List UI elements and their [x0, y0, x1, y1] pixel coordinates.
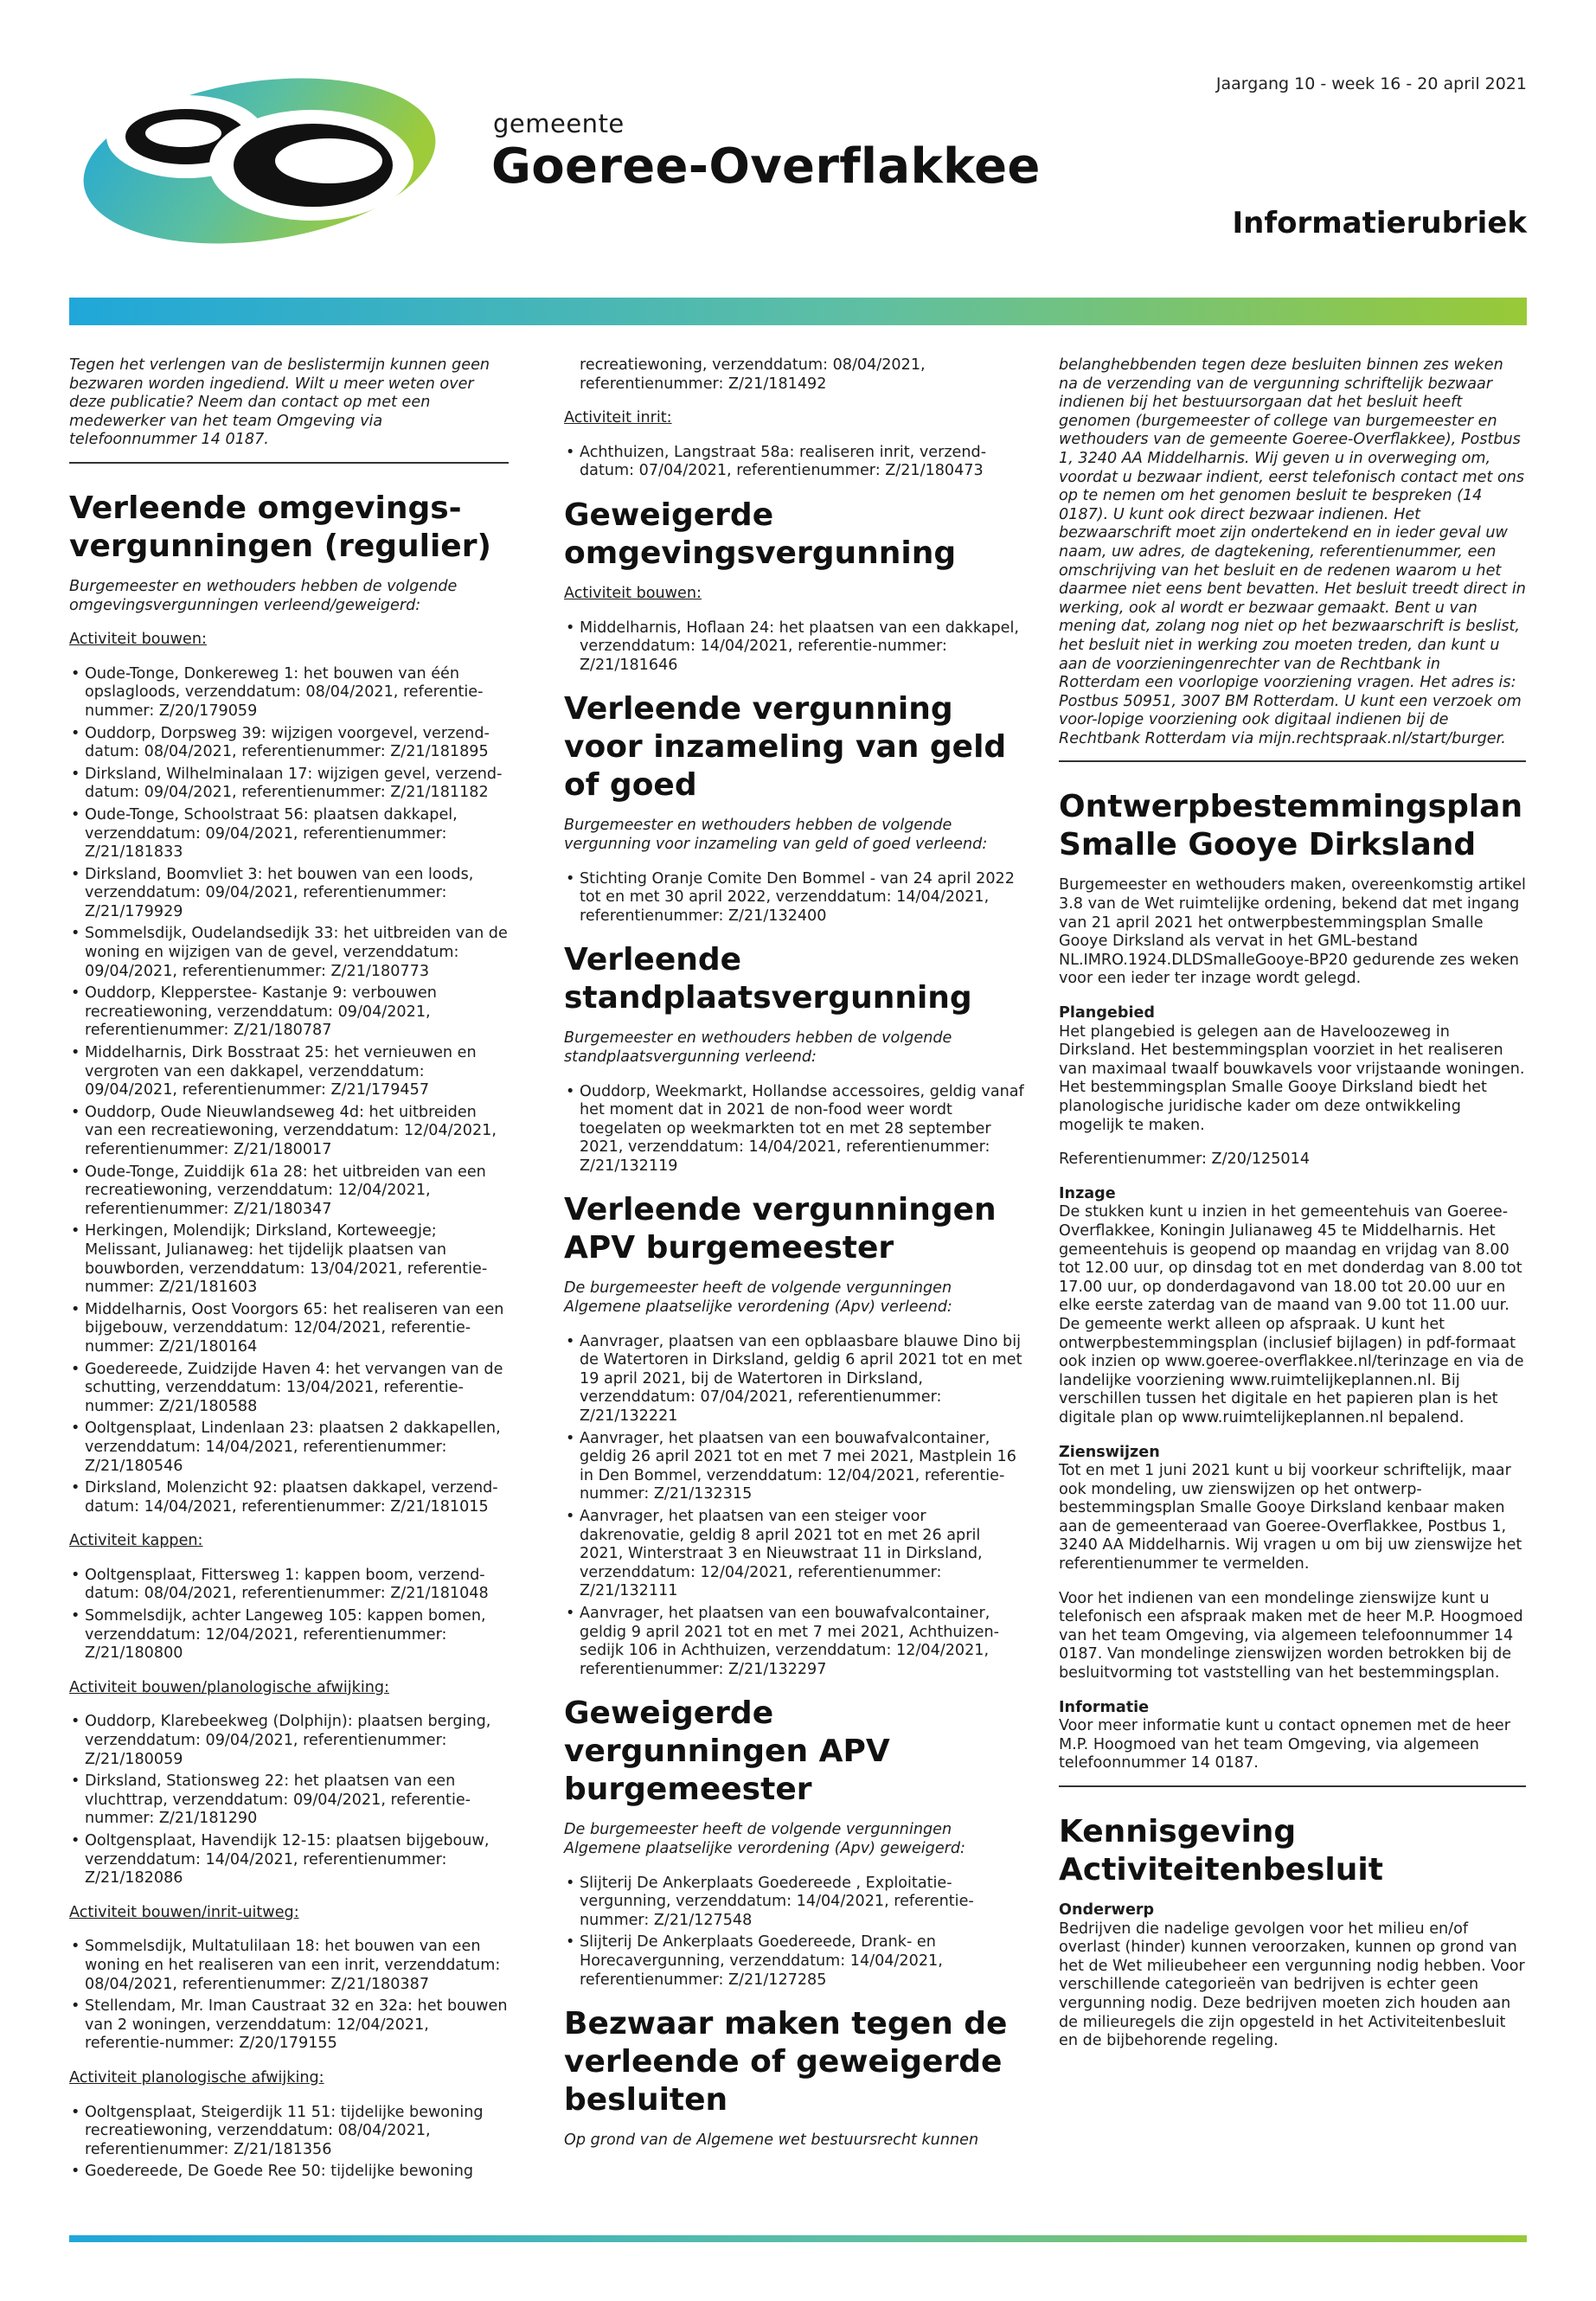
activity-group: [69, 631, 509, 1516]
list-item: • Stellendam, Mr. Iman Caustraat 32 en 32a: het bouwen van 2 woningen, verzenddatum: 12/04/2021, referentie-nummer: Z/20/179155: [69, 1997, 509, 2054]
list-item: • Dirksland, Boomvliet 3: het bouwen van een loods, verzenddatum: 09/04/2021, referentienummer: Z/21/179929: [69, 866, 509, 922]
section-heading: Geweigerde omgevingsvergunning: [564, 497, 957, 571]
activity-label: Activiteit planologische afwijking:: [69, 2068, 324, 2086]
list-item: • Middelharnis, Hoflaan 24: het plaatsen van een dakkapel, verzenddatum: 14/04/2021, referentie-nummer: Z/21/181646: [564, 619, 1024, 676]
municipality-logo: [69, 74, 450, 247]
divider: [1059, 1785, 1526, 1787]
permit-list: [564, 1875, 1024, 1990]
permit-list: [564, 1083, 1024, 1176]
divider: [1059, 760, 1526, 762]
list-item: • Ooltgensplaat, Fittersweg 1: kappen boom, verzend-datum: 08/04/2021, referentienummer: Z/21/181048: [69, 1567, 509, 1604]
list-item: • Ouddorp, Weekmarkt, Hollandse accessoires, geldig vanaf het moment dat in 2021 de non-food weer wordt toegelaten op weekmarkten tot en met 28 september 2021, verzenddatum: 14/04/2021, referentienummer: Z/21/132119: [564, 1083, 1024, 1176]
list-item: • Middelharnis, Oost Voorgors 65: het realiseren van een bijgebouw, verzenddatum: 12/04/2021, referentie-nummer: Z/21/180164: [69, 1301, 509, 1357]
list-item: • Slijterij De Ankerplaats Goedereede , Exploitatie-vergunning, verzenddatum: 14/04/2021, referentie-nummer: Z/21/127548: [564, 1875, 1024, 1931]
permit-list: [69, 2104, 509, 2182]
list-item: • Oude-Tonge, Schoolstraat 56: plaatsen dakkapel, verzenddatum: 09/04/2021, referentienummer: Z/21/181833: [69, 806, 509, 862]
list-item: • Aanvrager, het plaatsen van een bouwafvalcontainer, geldig 26 april 2021 tot en met 7 mei 2021, Mastplein 16 in Den Bommel, verzenddatum: 12/04/2021, referentie-nummer: Z/21/132315: [564, 1430, 1024, 1504]
section-heading: Bezwaar maken tegen de verleende of geweigerde besluiten: [564, 2006, 1008, 2118]
activity-group: [69, 1679, 509, 1888]
section-heading: Verleende vergunning voor inzameling van geld of goed: [564, 691, 1007, 804]
section-heading: Verleende omgevings-vergunningen (regulier): [69, 490, 491, 564]
permit-list: [69, 665, 509, 1517]
section-title: Informatierubriek: [1232, 206, 1527, 240]
activity-label: Activiteit inrit:: [564, 409, 672, 427]
section-heading: Ontwerpbestemmingsplan Smalle Gooye Dirksland: [1059, 789, 1523, 863]
list-item: • Achthuizen, Langstraat 58a: realiseren inrit, verzend-datum: 07/04/2021, referentienummer: Z/21/180473: [564, 444, 1024, 481]
section-intro: De burgemeester heeft de volgende vergunningen Algemene plaatselijke verordening (Apv) verleend:: [564, 1279, 952, 1317]
divider: [69, 462, 509, 464]
section-intro: Burgemeester en wethouders hebben de volgende vergunning voor inzameling van geld of goed verleend:: [564, 817, 988, 853]
permit-list: [564, 444, 1024, 481]
section-intro: Op grond van de Algemene wet bestuursrecht kunnen: [564, 2131, 979, 2150]
header-gradient-bar: [69, 298, 1527, 325]
list-item: • Ouddorp, Klarebeekweg (Dolphijn): plaatsen berging, verzenddatum: 09/04/2021, referentienummer: Z/21/180059: [69, 1713, 509, 1769]
activity-label: Activiteit bouwen:: [69, 631, 207, 649]
brand-name: Goeree-Overflakkee: [491, 138, 1041, 195]
permit-list: [69, 1713, 509, 1888]
edition-info: Jaargang 10 - week 16 - 20 april 2021: [1215, 74, 1527, 93]
footer-gradient-bar: [69, 2235, 1527, 2242]
activity-group: [69, 1532, 509, 1663]
paragraph: Bedrijven die nadelige gevolgen voor het milieu en/of overlast (hinder) kunnen veroorzaken, kunnen op grond van het de Wet milieubeheer een vergunning nodig hebben. Voor verschillende categorieën van bedrijven is echter geen vergunning nodig. Deze bedrijven moeten zich houden aan de milieuregels die zijn opgesteld in het Activiteitenbesluit en de bijbehorende regeling.: [1059, 1920, 1525, 2050]
list-item: • Goedereede, Zuidzijde Haven 4: het vervangen van de schutting, verzenddatum: 13/04/2021, referentie-nummer: Z/21/180588: [69, 1361, 509, 1417]
section-heading: Kennisgeving Activiteitenbesluit: [1059, 1814, 1383, 1888]
permit-list: [564, 1333, 1024, 1680]
list-item: • Ooltgensplaat, Lindenlaan 23: plaatsen 2 dakkapellen, verzenddatum: 14/04/2021, referentienummer: Z/21/180546: [69, 1420, 509, 1476]
list-item: • Dirksland, Wilhelminalaan 17: wijzigen gevel, verzend-datum: 09/04/2021, referentienummer: Z/21/181182: [69, 766, 509, 803]
list-item: • Middelharnis, Dirk Bosstraat 25: het vernieuwen en vergroten van een dakkapel, verzenddatum: 09/04/2021, referentienummer: Z/21/179457: [69, 1044, 509, 1100]
paragraph: Voor meer informatie kunt u contact opnemen met de heer M.P. Hoogmoed van het team Omgeving, via algemeen telefoonnummer 14 0187.: [1059, 1717, 1510, 1772]
list-item: • Ouddorp, Dorpsweg 39: wijzigen voorgevel, verzend-datum: 08/04/2021, referentienummer: Z/21/181895: [69, 725, 509, 762]
intro-note: Tegen het verlengen van de beslistermijn kunnen geen bezwaren worden ingediend. Wilt u meer weten over deze publicatie? Neem dan contact op met een medewerker van het team Omgeving via telefoonnummer 14 0187.: [69, 356, 490, 449]
subheading: Informatie: [1059, 1698, 1150, 1716]
section-heading: Verleende standplaatsvergunning: [564, 942, 972, 1016]
subheading: Onderwerp: [1059, 1901, 1155, 1919]
permit-list: [69, 1938, 509, 2054]
section-heading: Verleende vergunningen APV burgemeester: [564, 1192, 997, 1266]
list-item: • Sommelsdijk, achter Langeweg 105: kappen bomen, verzenddatum: 12/04/2021, referentienummer: Z/21/180800: [69, 1607, 509, 1663]
permit-list: [564, 619, 1024, 676]
activity-group: [69, 2069, 509, 2182]
paragraph: Het plangebied is gelegen aan de Haveloozeweg in Dirksland. Het bestemmingsplan voorziet in het realiseren van maximaal twaalf bouwkavels voor vrijstaande woningen. Het bestemmingsplan Smalle Gooye Dirksland biedt het planologische juridische kader om deze ontwikkeling mogelijk te maken.: [1059, 1022, 1525, 1134]
list-item: • Dirksland, Stationsweg 22: het plaatsen van een vluchttrap, verzenddatum: 09/04/2021, referentie-nummer: Z/21/181290: [69, 1772, 509, 1829]
section-intro: Burgemeester en wethouders maken, overeenkomstig artikel 3.8 van de Wet ruimtelijke ordening, bekend dat met ingang van 21 april 2021 het ontwerpbestemmingsplan Smalle Gooye Dirksland als vervat in het GML-bestand NL.IMRO.1924.DLDSmalleGooye-BP20 gedurende zes weken voor een ieder ter inzage wordt gelegd.: [1059, 876, 1526, 988]
list-item: • Sommelsdijk, Oudelandsedijk 33: het uitbreiden van de woning en wijzigen van de gevel, verzenddatum: 09/04/2021, referentienummer: Z/21/180773: [69, 925, 509, 981]
column-3: [1059, 356, 1526, 2067]
reference-number: Referentienummer: Z/20/125014: [1059, 1150, 1311, 1169]
list-item: • Oude-Tonge, Zuiddijk 61a 28: het uitbreiden van een recreatiewoning, verzenddatum: 12/04/2021, referentienummer: Z/21/180347: [69, 1163, 509, 1220]
masthead: [0, 0, 1596, 329]
subheading: Zienswijzen: [1059, 1443, 1160, 1461]
list-item: • Aanvrager, het plaatsen van een bouwafvalcontainer, geldig 9 april 2021 tot en met 7 mei 2021, Achthuizen-sedijk 106 in Achthuizen, verzenddatum: 12/04/2021, referentienummer: Z/21/132297: [564, 1605, 1024, 1679]
list-item: • Ouddorp, Oude Nieuwlandseweg 4d: het uitbreiden van een recreatiewoning, verzenddatum: 12/04/2021, referentienummer: Z/21/180017: [69, 1104, 509, 1160]
objection-text: belanghebbenden tegen deze besluiten binnen zes weken na de verzending van de vergunning schriftelijk bezwaar indienen bij het bestuursorgaan dat het besluit heeft genomen (burgemeester of college van burgemeester en wethouders van de gemeente Goeree-Overflakkee), Postbus 1, 3240 AA Middelharnis. Wij geven u in overweging om, voordat u bezwaar indient, eerst telefonisch contact met ons op te nemen om het genomen besluit te bespreken (14 0187). U kunt ook direct bezwaar indienen. Het bezwaarschrift moet zijn ondertekend en in ieder geval uw naam, uw adres, de dagtekening, referentienummer, een omschrijving van het besluit en de redenen waarom u het daarmee niet eens bent bevatten. Het besluit treedt direct in werking, ook al wordt er bezwaar gemaakt. Bent u van mening dat, zolang nog niet op het bezwaarschrift is beslist, het besluit niet in werking zou moeten treden, dan kunt u aan de voorzieningenrechter van de Rechtbank in Rotterdam een voorlopige voorziening vragen. Het adres is: Postbus 50951, 3007 BM Rotterdam. U kunt een verzoek om voor-lopige voorziening ook digitaal indienen bij de Rechtbank Rotterdam via mijn.rechtspraak.nl/start/burger.: [1059, 356, 1526, 747]
section-intro: Burgemeester en wethouders hebben de volgende omgevingsvergunningen verleend/geweigerd:: [69, 577, 458, 614]
activity-label: Activiteit kappen:: [69, 1532, 203, 1550]
list-item: • Goedereede, De Goede Ree 50: tijdelijke bewoning: [69, 2163, 509, 2182]
paragraph: Voor het indienen van een mondelinge zienswijze kunt u telefonisch een afspraak maken met de heer M.P. Hoogmoed van het team Omgeving, via algemeen telefoonnummer 14 0187. Van mondelinge zienswijzen worden betrokken bij de besluitvorming tot vaststelling van het bestemmingsplan.: [1059, 1589, 1523, 1682]
continued-text: recreatiewoning, verzenddatum: 08/04/2021, referentienummer: Z/21/181492: [580, 356, 926, 393]
brand-prefix: gemeente: [493, 109, 625, 138]
activity-group: [69, 1904, 509, 2054]
section-intro: Burgemeester en wethouders hebben de volgende standplaatsvergunning verleend:: [564, 1029, 952, 1066]
activity-label: Activiteit bouwen:: [564, 584, 702, 602]
list-item: • Slijterij De Ankerplaats Goedereede, Drank- en Horecavergunning, verzenddatum: 14/04/2021, referentienummer: Z/21/127285: [564, 1933, 1024, 1990]
list-item: • Ooltgensplaat, Steigerdijk 11 51: tijdelijke bewoning recreatiewoning, verzenddatum: 08/04/2021, referentienummer: Z/21/181356: [69, 2104, 509, 2160]
list-item: • Aanvrager, het plaatsen van een steiger voor dakrenovatie, geldig 8 april 2021 tot en met 26 april 2021, Winterstraat 3 en Nieuwstraat 11 in Dirksland, verzenddatum: 12/04/2021, referentienummer: Z/21/132111: [564, 1508, 1024, 1601]
activity-label: Activiteit bouwen/planologische afwijking:: [69, 1678, 389, 1696]
list-item: • Oude-Tonge, Donkereweg 1: het bouwen van één opslagloods, verzenddatum: 08/04/2021, referentie-nummer: Z/20/179059: [69, 665, 509, 721]
list-item: • Aanvrager, plaatsen van een opblaasbare blauwe Dino bij de Watertoren in Dirksland, geldig 6 april 2021 tot en met 19 april 2021, bij de Watertoren in Dirksland, verzenddatum: 07/04/2021, referentienummer: Z/21/132221: [564, 1333, 1024, 1426]
paragraph: Tot en met 1 juni 2021 kunt u bij voorkeur schriftelijk, maar ook mondeling, uw zienswijzen op het ontwerp-bestemmingsplan Smalle Gooye Dirksland kenbaar maken aan de gemeenteraad van Goeree-Overflakkee, Postbus 1, 3240 AA Middelharnis. Wij vragen u om bij uw zienswijze het referentienummer te vermelden.: [1059, 1462, 1522, 1574]
list-item: • Ouddorp, Klepperstee- Kastanje 9: verbouwen recreatiewoning, verzenddatum: 09/04/2021, referentienummer: Z/21/180787: [69, 984, 509, 1041]
subheading: Inzage: [1059, 1184, 1116, 1202]
permit-list: [69, 1567, 509, 1663]
list-item: • Sommelsdijk, Multatulilaan 18: het bouwen van een woning en het realiseren van een inrit, verzenddatum: 08/04/2021, referentienummer: Z/21/180387: [69, 1938, 509, 1994]
list-item: • Herkingen, Molendijk; Dirksland, Korteweegje; Melissant, Julianaweg: het tijdelijk plaatsen van bouwborden, verzenddatum: 13/04/2021, referentie-nummer: Z/21/181603: [69, 1222, 509, 1297]
column-1: [69, 356, 509, 2197]
list-item: • Dirksland, Molenzicht 92: plaatsen dakkapel, verzend-datum: 14/04/2021, referentienummer: Z/21/181015: [69, 1479, 509, 1516]
section-heading: Geweigerde vergunningen APV burgemeester: [564, 1695, 890, 1808]
subheading: Plangebied: [1059, 1004, 1156, 1022]
paragraph: De stukken kunt u inzien in het gemeentehuis van Goeree-Overflakkee, Koningin Julianaweg 45 te Middelharnis. Het gemeentehuis is geopend op maandag en vrijdag van 8.00 tot 12.00 uur, op dinsdag tot en met donderdag van 8.00 tot 17.00 uur, op donderdagavond van 18.00 tot 20.00 uur en elke eerste zaterdag van de maand van 9.00 tot 11.00 uur. De gemeente werkt alleen op afspraak. U kunt het ontwerpbestemmingsplan (inclusief bijlagen) in pdf-formaat ook inzien op www.goeree-overflakkee.nl/terinzage en via de landelijke voorziening www.ruimtelijkeplannen.nl. Bij verschillen tussen het digitale en het papieren plan is het digitale plan op www.ruimtelijkeplannen.nl bepalend.: [1059, 1203, 1524, 1426]
activity-label: Activiteit bouwen/inrit-uitweg:: [69, 1903, 299, 1921]
list-item: • Stichting Oranje Comite Den Bommel - van 24 april 2022 tot en met 30 april 2022, verzenddatum: 14/04/2021, referentienummer: Z/21/132400: [564, 870, 1024, 926]
column-2: [564, 356, 1024, 2166]
section-intro: De burgemeester heeft de volgende vergunningen Algemene plaatselijke verordening (Apv) geweigerd:: [564, 1821, 965, 1857]
permit-list: [564, 870, 1024, 926]
list-item: • Ooltgensplaat, Havendijk 12-15: plaatsen bijgebouw, verzenddatum: 14/04/2021, referentienummer: Z/21/182086: [69, 1832, 509, 1888]
